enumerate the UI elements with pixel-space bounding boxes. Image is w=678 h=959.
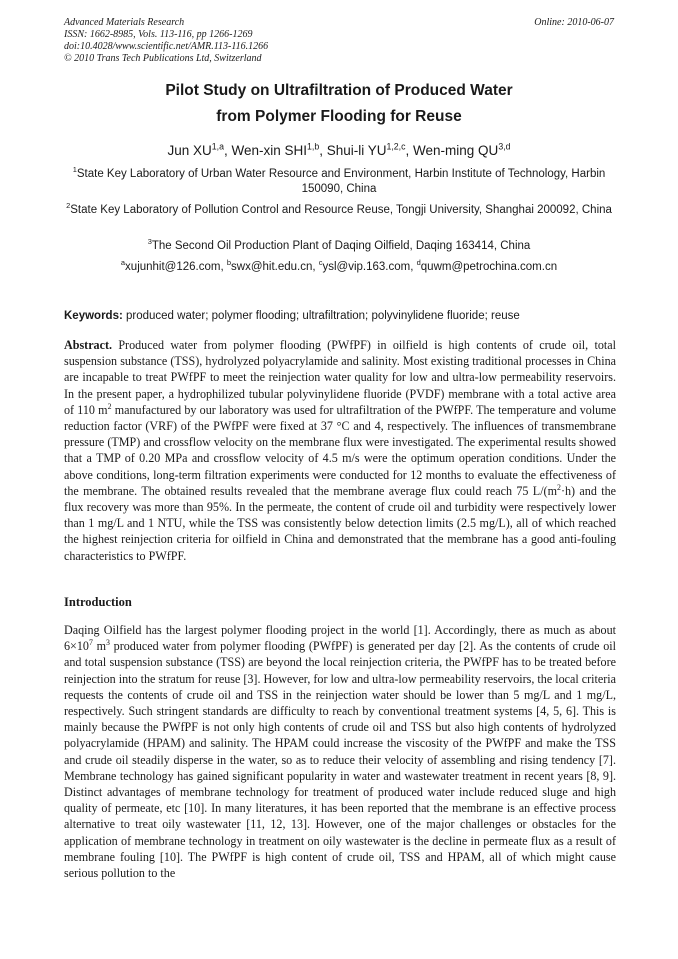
- abstract-superscript: 2: [557, 482, 561, 492]
- affiliation-superscript: 2: [66, 201, 71, 211]
- doi-line: doi:10.4028/www.scientific.net/AMR.113-116.1266: [64, 41, 269, 52]
- author-emails: [64, 260, 614, 275]
- intro-text: Daqing Oilfield has the largest polymer flooding project in the world [1]. Accordingly, there as much as about 6×10: [64, 623, 616, 654]
- email-superscript: b: [226, 258, 232, 268]
- paper-title-line-2: from Polymer Flooding for Reuse: [216, 108, 462, 125]
- author-superscript: 3,d: [498, 141, 511, 152]
- abstract-label: Abstract.: [64, 338, 113, 352]
- abstract-text: Produced water from polymer flooding (PWfPF) in oilfield is high contents of crude oil, total suspension substance (TSS), hydrolyzed polyacrylamide and salinity. Most existing traditional processes in China are incapable to treat PWfPF to meet the reinjection water quality for low and ultra-low permeability reservoirs. In the present paper, a hydrophilized tubular polyvinylidene fluoride (PVDF) membrane with a total active area of 110 m: [64, 338, 616, 417]
- affiliation-2: [64, 203, 614, 218]
- email-link[interactable]: quwm@petrochina.com.cn: [420, 261, 558, 273]
- email-superscript: d: [416, 258, 421, 268]
- abstract-paragraph: [64, 337, 616, 564]
- abstract-text: ·h) and the flux recovery was more than 95%. In the permeate, the content of crude oil and turbidity were respectively lower than 1 mg/L and 1 NTU, while the TSS was consistently below detection limits (2.5 mg/L), all of which reached the highest reinjection criteria for oilfield in China and demonstrated that the membrane has a good anti-fouling characteristics to PWfPF.: [64, 483, 616, 563]
- author-superscript: 1,a: [211, 141, 224, 152]
- keywords: [64, 310, 616, 322]
- abstract-superscript: 2: [107, 401, 112, 411]
- email-superscript: a: [120, 258, 126, 268]
- author-list: Jun XU$^{1,a}$, Wen-xin SHI$^{1,b}$, Shui-li YU$^{1,2,c}$, Wen-ming QU$^{3,d}$: [167, 141, 511, 158]
- email-link[interactable]: ysl@vip.163.com,: [322, 261, 417, 273]
- intro-superscript: 3: [106, 638, 110, 648]
- keywords-text: produced water; polymer flooding; ultrafiltration; polyvinylidene fluoride; reuse: [122, 310, 520, 322]
- email-link[interactable]: swx@hit.edu.cn,: [231, 261, 319, 273]
- journal-header: [64, 17, 268, 65]
- paper-title-line-1: Pilot Study on Ultrafiltration of Produced Water: [165, 82, 513, 99]
- affiliation-1: [64, 167, 614, 197]
- intro-text: m: [92, 639, 107, 654]
- abstract-text: manufactured by our laboratory was used for ultrafiltration of the PWfPF. The temperature and volume reduction factor (VRF) of the PWfPF were fixed at 37 °C and 4, respectively. The influences of transmembrane pressure (TMP) and crossflow velocity on the membrane flux were investigated. The experimental results showed that a TMP of 0.20 MPa and crossflow velocity of 4.5 m/s were the optimum operation conditions. Under the above conditions, long-term filtration experiments were conducted for 12 months to evaluate the effectiveness of the membrane. The obtained results revealed that the membrane average flux could reach 75 L/(m: [64, 402, 616, 498]
- author-name: Wen-ming QU: [413, 143, 499, 158]
- section-heading-introduction: Introduction: [64, 595, 132, 609]
- keywords-label: Keywords:: [64, 310, 123, 322]
- issn-line: ISSN: 1662-8985, Vols. 113-116, pp 1266-1269: [64, 29, 253, 40]
- affiliation-text: State Key Laboratory of Urban Water Resource and Environment, Harbin Institute of Technology, Harbin 150090, China: [76, 168, 606, 195]
- affiliation-text: State Key Laboratory of Pollution Control and Resource Reuse, Tongji University, Shanghai 200092, China: [70, 204, 612, 216]
- affiliation-3: [64, 239, 614, 254]
- introduction-paragraph: [64, 622, 616, 881]
- intro-text: produced water from polymer flooding (PWfPF) is generated per day [2]. As the contents of crude oil and total suspension substance (TSS) are beyond the local reinjection criteria, the PWfPF has to be treated before reinjection into the stratum for reuse [3]. However, for low and ultra-low permeability reservoirs, the local criteria requests the contents of crude oil and TSS in the reinjection water should be lower than 5 mg/L and 1 mg/L, respectively. Such stringent standards are difficulty to reach by conventional treatment systems [4, 5, 6]. This is mainly because the PWfPF is not only high contents of crude oil and TSS but also high contents of hydrolyzed polyacrylamide (HPAM) and salinity. The HPAM could increase the viscosity of the PWfPF and make the TSS and crude oil steadily disperse in the water, so as to reduce their velocity of assembling and rising tendency [7]. Membrane technology has gained significant popularity in water and wastewater treatment in recent years [8, 9]. Distinct advantages of membrane technology for treatment of produced water include reduced sluge and high quality of permeate, etc [10]. In many literatures, it has been reported that the membrane is an effective process alternative to treat oily wastewater [11, 12, 13]. However, one of the major challenges or obstacles for the application of membrane technology in treatment on oily wastewater is the decline in permeate flux as a result of membrane fouling [10]. The PWfPF is high content of crude oil, TSS and HPAM, all of which might cause serious pollution to the: [64, 639, 616, 881]
- email-superscript: c: [318, 258, 323, 268]
- affiliation-text: The Second Oil Production Plant of Daqing Oilfield, Daqing 163414, China: [151, 240, 531, 252]
- author-name: Wen-xin SHI: [231, 143, 308, 158]
- affiliation-superscript: 3: [147, 237, 152, 247]
- author-name: Jun XU: [167, 143, 212, 158]
- online-date: Online: 2010-06-07: [534, 17, 614, 28]
- journal-name: Advanced Materials Research: [64, 17, 185, 28]
- author-superscript: 1,2,c: [386, 141, 406, 152]
- intro-superscript: 7: [88, 638, 93, 648]
- affiliation-superscript: 1: [72, 165, 77, 175]
- author-name: Shui-li YU: [326, 143, 387, 158]
- copyright-line: © 2010 Trans Tech Publications Ltd, Switzerland: [64, 53, 262, 64]
- author-superscript: 1,b: [307, 141, 320, 152]
- email-link[interactable]: xujunhit@126.com,: [125, 261, 227, 273]
